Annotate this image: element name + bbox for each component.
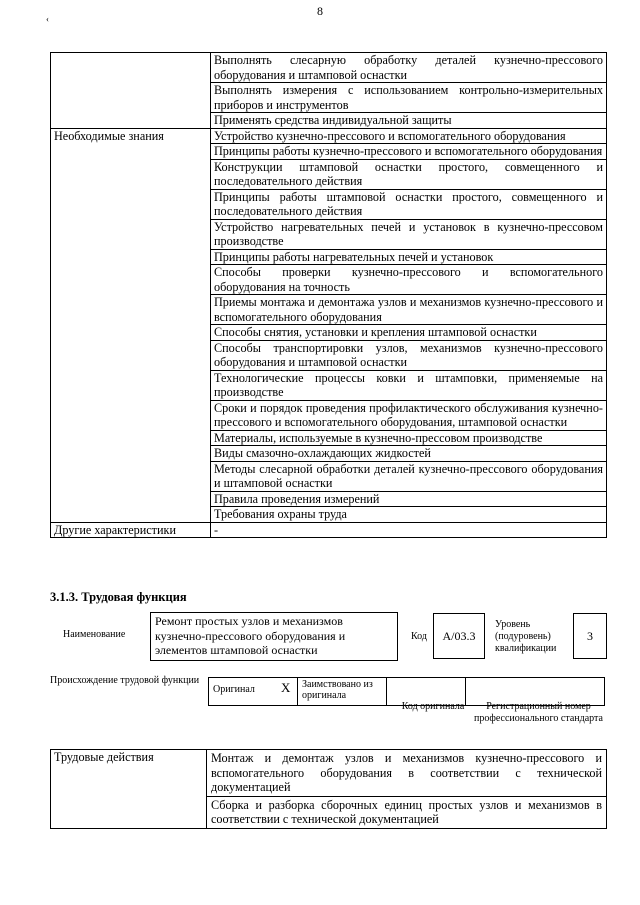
- table-row: [51, 325, 607, 341]
- knowledge-cell: Принципы работы нагревательных печей и установок: [211, 249, 607, 265]
- table-row: [51, 128, 607, 144]
- other-label: Другие характеристики: [51, 522, 211, 538]
- level-label: Уровень (подуровень) квалификации: [495, 619, 557, 654]
- skill-cell: Выполнять измерения с использованием контрольно-измерительных приборов и инструментов: [211, 83, 607, 113]
- knowledge-cell: Приемы монтажа и демонтажа узлов и механизмов кузнечно-прессового и вспомогательного оборудования: [211, 295, 607, 325]
- table-row: [51, 446, 607, 462]
- borrowed-label: Заимствовано из оригинала: [298, 678, 387, 706]
- table-row: [51, 750, 607, 797]
- knowledge-table: [50, 52, 607, 538]
- table-row: [51, 249, 607, 265]
- knowledge-cell: Сроки и порядок проведения профилактического обслуживания кузнечно-прессового и вспомогательного оборудования, штамповой оснастки: [211, 400, 607, 430]
- page-number: 8: [317, 4, 323, 18]
- table-row: [51, 370, 607, 400]
- knowledge-cell: Принципы работы кузнечно-прессового и вспомогательного оборудования: [211, 144, 607, 160]
- function-name-box: Ремонт простых узлов и механизмов кузнечно-прессового оборудования и элементов штамповой оснастки: [150, 612, 398, 661]
- table-row: [51, 189, 607, 219]
- knowledge-cell: Способы снятия, установки и крепления штамповой оснастки: [211, 325, 607, 341]
- code-label: Код: [411, 631, 427, 642]
- section-title: 3.1.3. Трудовая функция: [50, 590, 187, 604]
- table-row: [51, 159, 607, 189]
- function-code-box: А/03.3: [433, 613, 485, 659]
- other-value: -: [211, 522, 607, 538]
- reg-number-caption: Регистрационный номер профессионального стандарта: [474, 701, 603, 724]
- table-row: [51, 461, 607, 491]
- knowledge-cell: Материалы, используемые в кузнечно-прессовом производстве: [211, 430, 607, 446]
- table-row: [51, 430, 607, 446]
- knowledge-cell: Конструкции штамповой оснастки простого, совмещенного и последовательного действия: [211, 159, 607, 189]
- table-row: [51, 113, 607, 129]
- knowledge-cell: Технологические процессы ковки и штамповки, применяемые на производстве: [211, 370, 607, 400]
- skill-cell: Применять средства индивидуальной защиты: [211, 113, 607, 129]
- actions-table: [50, 749, 607, 829]
- table-row: [51, 265, 607, 295]
- knowledge-label: Необходимые знания: [51, 128, 211, 144]
- table-row: [51, 295, 607, 325]
- origin-label: Происхождение трудовой функции: [50, 675, 200, 686]
- skill-cell: Выполнять слесарную обработку деталей кузнечно-прессового оборудования и штамповой оснастки: [211, 53, 607, 83]
- knowledge-cell: Устройство нагревательных печей и установок в кузнечно-прессовом производстве: [211, 219, 607, 249]
- actions-label: Трудовые действия: [51, 750, 207, 797]
- level-box: 3: [573, 613, 607, 659]
- knowledge-cell: Способы транспортировки узлов, механизмов кузнечно-прессового оборудования и штамповой оснастки: [211, 340, 607, 370]
- knowledge-cell: Методы слесарной обработки деталей кузнечно-прессового оборудования и штамповой оснастки: [211, 461, 607, 491]
- table-row: [51, 522, 607, 538]
- knowledge-cell: Способы проверки кузнечно-прессового и вспомогательного оборудования на точность: [211, 265, 607, 295]
- knowledge-cell: Устройство кузнечно-прессового и вспомогательного оборудования: [211, 128, 607, 144]
- original-mark: X: [277, 678, 298, 706]
- table-row: [51, 507, 607, 523]
- knowledge-cell: Принципы работы штамповой оснастки простого, совмещенного и последовательного действия: [211, 189, 607, 219]
- table-row: [51, 144, 607, 160]
- table-row: [51, 796, 607, 828]
- knowledge-cell: Правила проведения измерений: [211, 491, 607, 507]
- code-original-caption: Код оригинала: [401, 701, 465, 712]
- table-row: [51, 491, 607, 507]
- original-label: Оригинал: [209, 678, 278, 706]
- table-row: [51, 53, 607, 83]
- action-cell: Сборка и разборка сборочных единиц простых узлов и механизмов в соответствии с технической документацией: [207, 796, 607, 828]
- table-row: [51, 340, 607, 370]
- action-cell: Монтаж и демонтаж узлов и механизмов кузнечно-прессового и вспомогательного оборудования в соответствии с технической документацией: [207, 750, 607, 797]
- knowledge-cell: Требования охраны труда: [211, 507, 607, 523]
- knowledge-cell: Виды смазочно-охлаждающих жидкостей: [211, 446, 607, 462]
- table-row: [51, 83, 607, 113]
- corner-mark: ‹: [46, 14, 49, 24]
- table-row: [51, 219, 607, 249]
- table-row: [51, 400, 607, 430]
- name-label: Наименование: [63, 629, 126, 640]
